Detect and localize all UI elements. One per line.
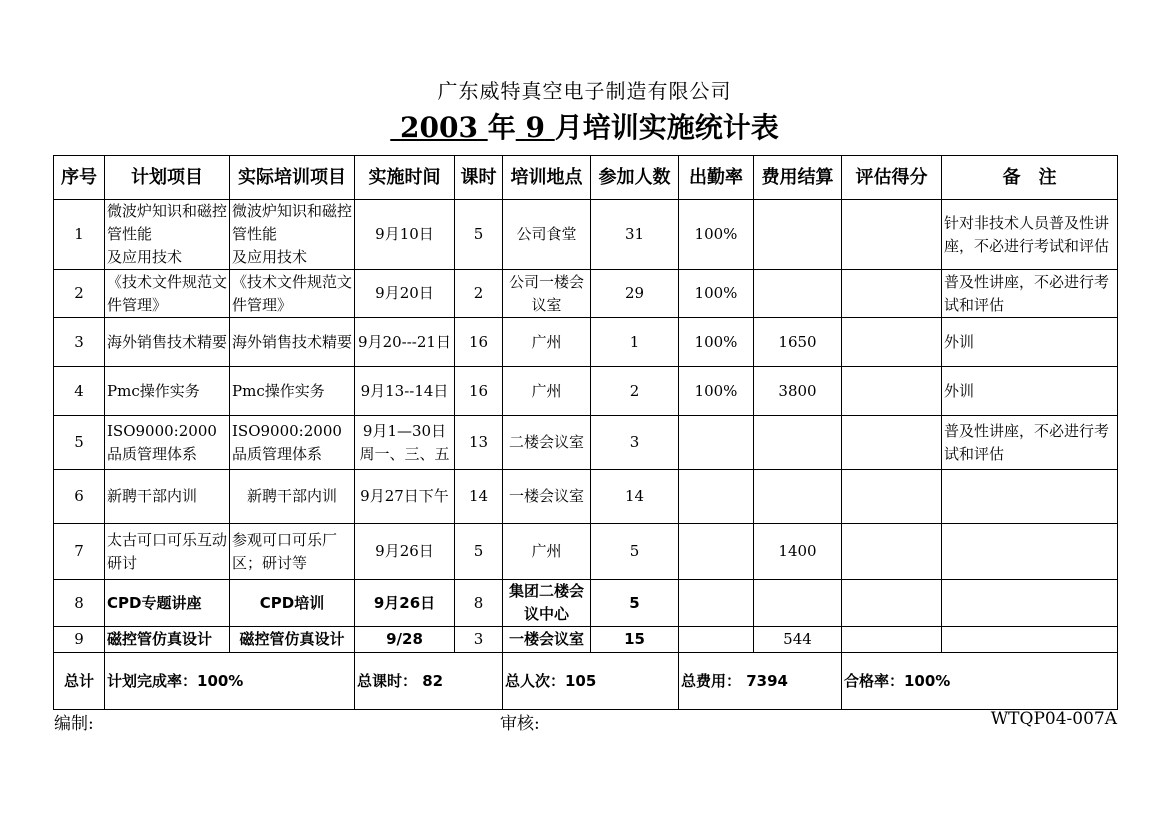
remarks: 外训	[942, 318, 1118, 367]
cost-settlement	[754, 270, 842, 318]
table-row	[54, 627, 1118, 653]
header-cell: 培训地点	[503, 156, 591, 200]
row-number: 5	[54, 416, 105, 470]
header-cell: 参加人数	[591, 156, 679, 200]
actual-item: ISO9000:2000 品质管理体系	[230, 416, 355, 470]
class-hours: 13	[455, 416, 503, 470]
participant-count: 15	[591, 627, 679, 653]
row-number: 9	[54, 627, 105, 653]
evaluation-score	[842, 270, 942, 318]
cost-settlement	[754, 470, 842, 524]
class-hours: 16	[455, 318, 503, 367]
remarks	[942, 470, 1118, 524]
attendance-rate	[679, 580, 754, 627]
schedule-time: 9月20日	[355, 270, 455, 318]
planned-item: 《技术文件规范文件管理》	[105, 270, 230, 318]
remarks: 针对非技术人员普及性讲座，不必进行考试和评估	[942, 200, 1118, 270]
class-hours: 5	[455, 200, 503, 270]
page-title: 2003 年 9 月培训实施统计表	[0, 106, 1169, 146]
evaluation-score	[842, 524, 942, 580]
table-row	[54, 367, 1118, 416]
prepared-by-label: 编制:	[54, 714, 94, 734]
table-row	[54, 200, 1118, 270]
evaluation-score	[842, 470, 942, 524]
table-row	[54, 270, 1118, 318]
schedule-time: 9月27日下午	[355, 470, 455, 524]
actual-item: 新聘干部内训	[230, 470, 355, 524]
cost-settlement: 1650	[754, 318, 842, 367]
plan-completion-rate: 计划完成率：100%	[105, 653, 355, 710]
planned-item: 太古可口可乐互动研讨	[105, 524, 230, 580]
participant-count: 14	[591, 470, 679, 524]
schedule-time: 9月13--14日	[355, 367, 455, 416]
participant-count: 5	[591, 524, 679, 580]
summary-row	[54, 653, 1118, 710]
attendance-rate: 100%	[679, 367, 754, 416]
table-row	[54, 416, 1118, 470]
training-location: 广州	[503, 318, 591, 367]
attendance-rate	[679, 524, 754, 580]
row-number: 2	[54, 270, 105, 318]
planned-item: CPD专题讲座	[105, 580, 230, 627]
title-month: 9	[525, 111, 545, 144]
row-number: 4	[54, 367, 105, 416]
actual-item: 磁控管仿真设计	[230, 627, 355, 653]
attendance-rate	[679, 627, 754, 653]
schedule-time: 9月1—30日 周一、三、五	[355, 416, 455, 470]
remarks: 普及性讲座，不必进行考试和评估	[942, 416, 1118, 470]
total-people: 总人次：105	[503, 653, 679, 710]
class-hours: 2	[455, 270, 503, 318]
evaluation-score	[842, 318, 942, 367]
cost-settlement	[754, 416, 842, 470]
participant-count: 5	[591, 580, 679, 627]
header-cell: 出勤率	[679, 156, 754, 200]
actual-item: 微波炉知识和磁控管性能 及应用技术	[230, 200, 355, 270]
attendance-rate	[679, 416, 754, 470]
table-row	[54, 524, 1118, 580]
schedule-time: 9/28	[355, 627, 455, 653]
class-hours: 16	[455, 367, 503, 416]
actual-item: Pmc操作实务	[230, 367, 355, 416]
row-number: 8	[54, 580, 105, 627]
planned-item: 新聘干部内训	[105, 470, 230, 524]
table-row	[54, 470, 1118, 524]
evaluation-score	[842, 416, 942, 470]
cost-settlement: 544	[754, 627, 842, 653]
training-location: 二楼会议室	[503, 416, 591, 470]
attendance-rate: 100%	[679, 318, 754, 367]
cost-settlement: 3800	[754, 367, 842, 416]
training-location: 公司食堂	[503, 200, 591, 270]
header-cell: 备 注	[942, 156, 1118, 200]
header-cell: 序号	[54, 156, 105, 200]
planned-item: 海外销售技术精要	[105, 318, 230, 367]
remarks	[942, 524, 1118, 580]
table-row	[54, 318, 1118, 367]
pass-rate: 合格率：100%	[842, 653, 1118, 710]
cost-settlement	[754, 580, 842, 627]
header-cell: 费用结算	[754, 156, 842, 200]
actual-item: 参观可口可乐厂区；研讨等	[230, 524, 355, 580]
header-cell: 实施时间	[355, 156, 455, 200]
remarks	[942, 627, 1118, 653]
company-name: 广东威特真空电子制造有限公司	[437, 79, 732, 103]
row-number: 1	[54, 200, 105, 270]
class-hours: 3	[455, 627, 503, 653]
total-class-hours: 总课时： 82	[355, 653, 503, 710]
header-cell: 课时	[455, 156, 503, 200]
evaluation-score	[842, 580, 942, 627]
participant-count: 2	[591, 367, 679, 416]
row-number: 3	[54, 318, 105, 367]
header-cell: 计划项目	[105, 156, 230, 200]
table-row	[54, 580, 1118, 627]
planned-item: ISO9000:2000 品质管理体系	[105, 416, 230, 470]
schedule-time: 9月26日	[355, 524, 455, 580]
planned-item: 微波炉知识和磁控管性能 及应用技术	[105, 200, 230, 270]
training-location: 一楼会议室	[503, 470, 591, 524]
cost-settlement	[754, 200, 842, 270]
row-number: 7	[54, 524, 105, 580]
summary-label: 总计	[54, 653, 105, 710]
planned-item: 磁控管仿真设计	[105, 627, 230, 653]
remarks: 外训	[942, 367, 1118, 416]
schedule-time: 9月26日	[355, 580, 455, 627]
training-location: 一楼会议室	[503, 627, 591, 653]
training-location: 公司一楼会议室	[503, 270, 591, 318]
attendance-rate: 100%	[679, 270, 754, 318]
cost-settlement: 1400	[754, 524, 842, 580]
evaluation-score	[842, 627, 942, 653]
schedule-time: 9月10日	[355, 200, 455, 270]
title-year: 2003	[400, 111, 478, 144]
row-number: 6	[54, 470, 105, 524]
header-cell: 评估得分	[842, 156, 942, 200]
attendance-rate	[679, 470, 754, 524]
training-location: 集团二楼会议中心	[503, 580, 591, 627]
planned-item: Pmc操作实务	[105, 367, 230, 416]
evaluation-score	[842, 200, 942, 270]
actual-item: 海外销售技术精要	[230, 318, 355, 367]
training-stats-table	[53, 155, 1118, 710]
actual-item: CPD培训	[230, 580, 355, 627]
remarks	[942, 580, 1118, 627]
class-hours: 5	[455, 524, 503, 580]
attendance-rate: 100%	[679, 200, 754, 270]
evaluation-score	[842, 367, 942, 416]
reviewed-by-label: 审核:	[500, 714, 540, 734]
class-hours: 14	[455, 470, 503, 524]
header-cell: 实际培训项目	[230, 156, 355, 200]
participant-count: 1	[591, 318, 679, 367]
participant-count: 29	[591, 270, 679, 318]
total-cost: 总费用： 7394	[679, 653, 842, 710]
participant-count: 3	[591, 416, 679, 470]
training-location: 广州	[503, 367, 591, 416]
actual-item: 《技术文件规范文件管理》	[230, 270, 355, 318]
participant-count: 31	[591, 200, 679, 270]
class-hours: 8	[455, 580, 503, 627]
training-location: 广州	[503, 524, 591, 580]
document-code: WTQP04-007A	[990, 709, 1117, 729]
schedule-time: 9月20---21日	[355, 318, 455, 367]
remarks: 普及性讲座，不必进行考试和评估	[942, 270, 1118, 318]
header-row	[54, 156, 1118, 200]
